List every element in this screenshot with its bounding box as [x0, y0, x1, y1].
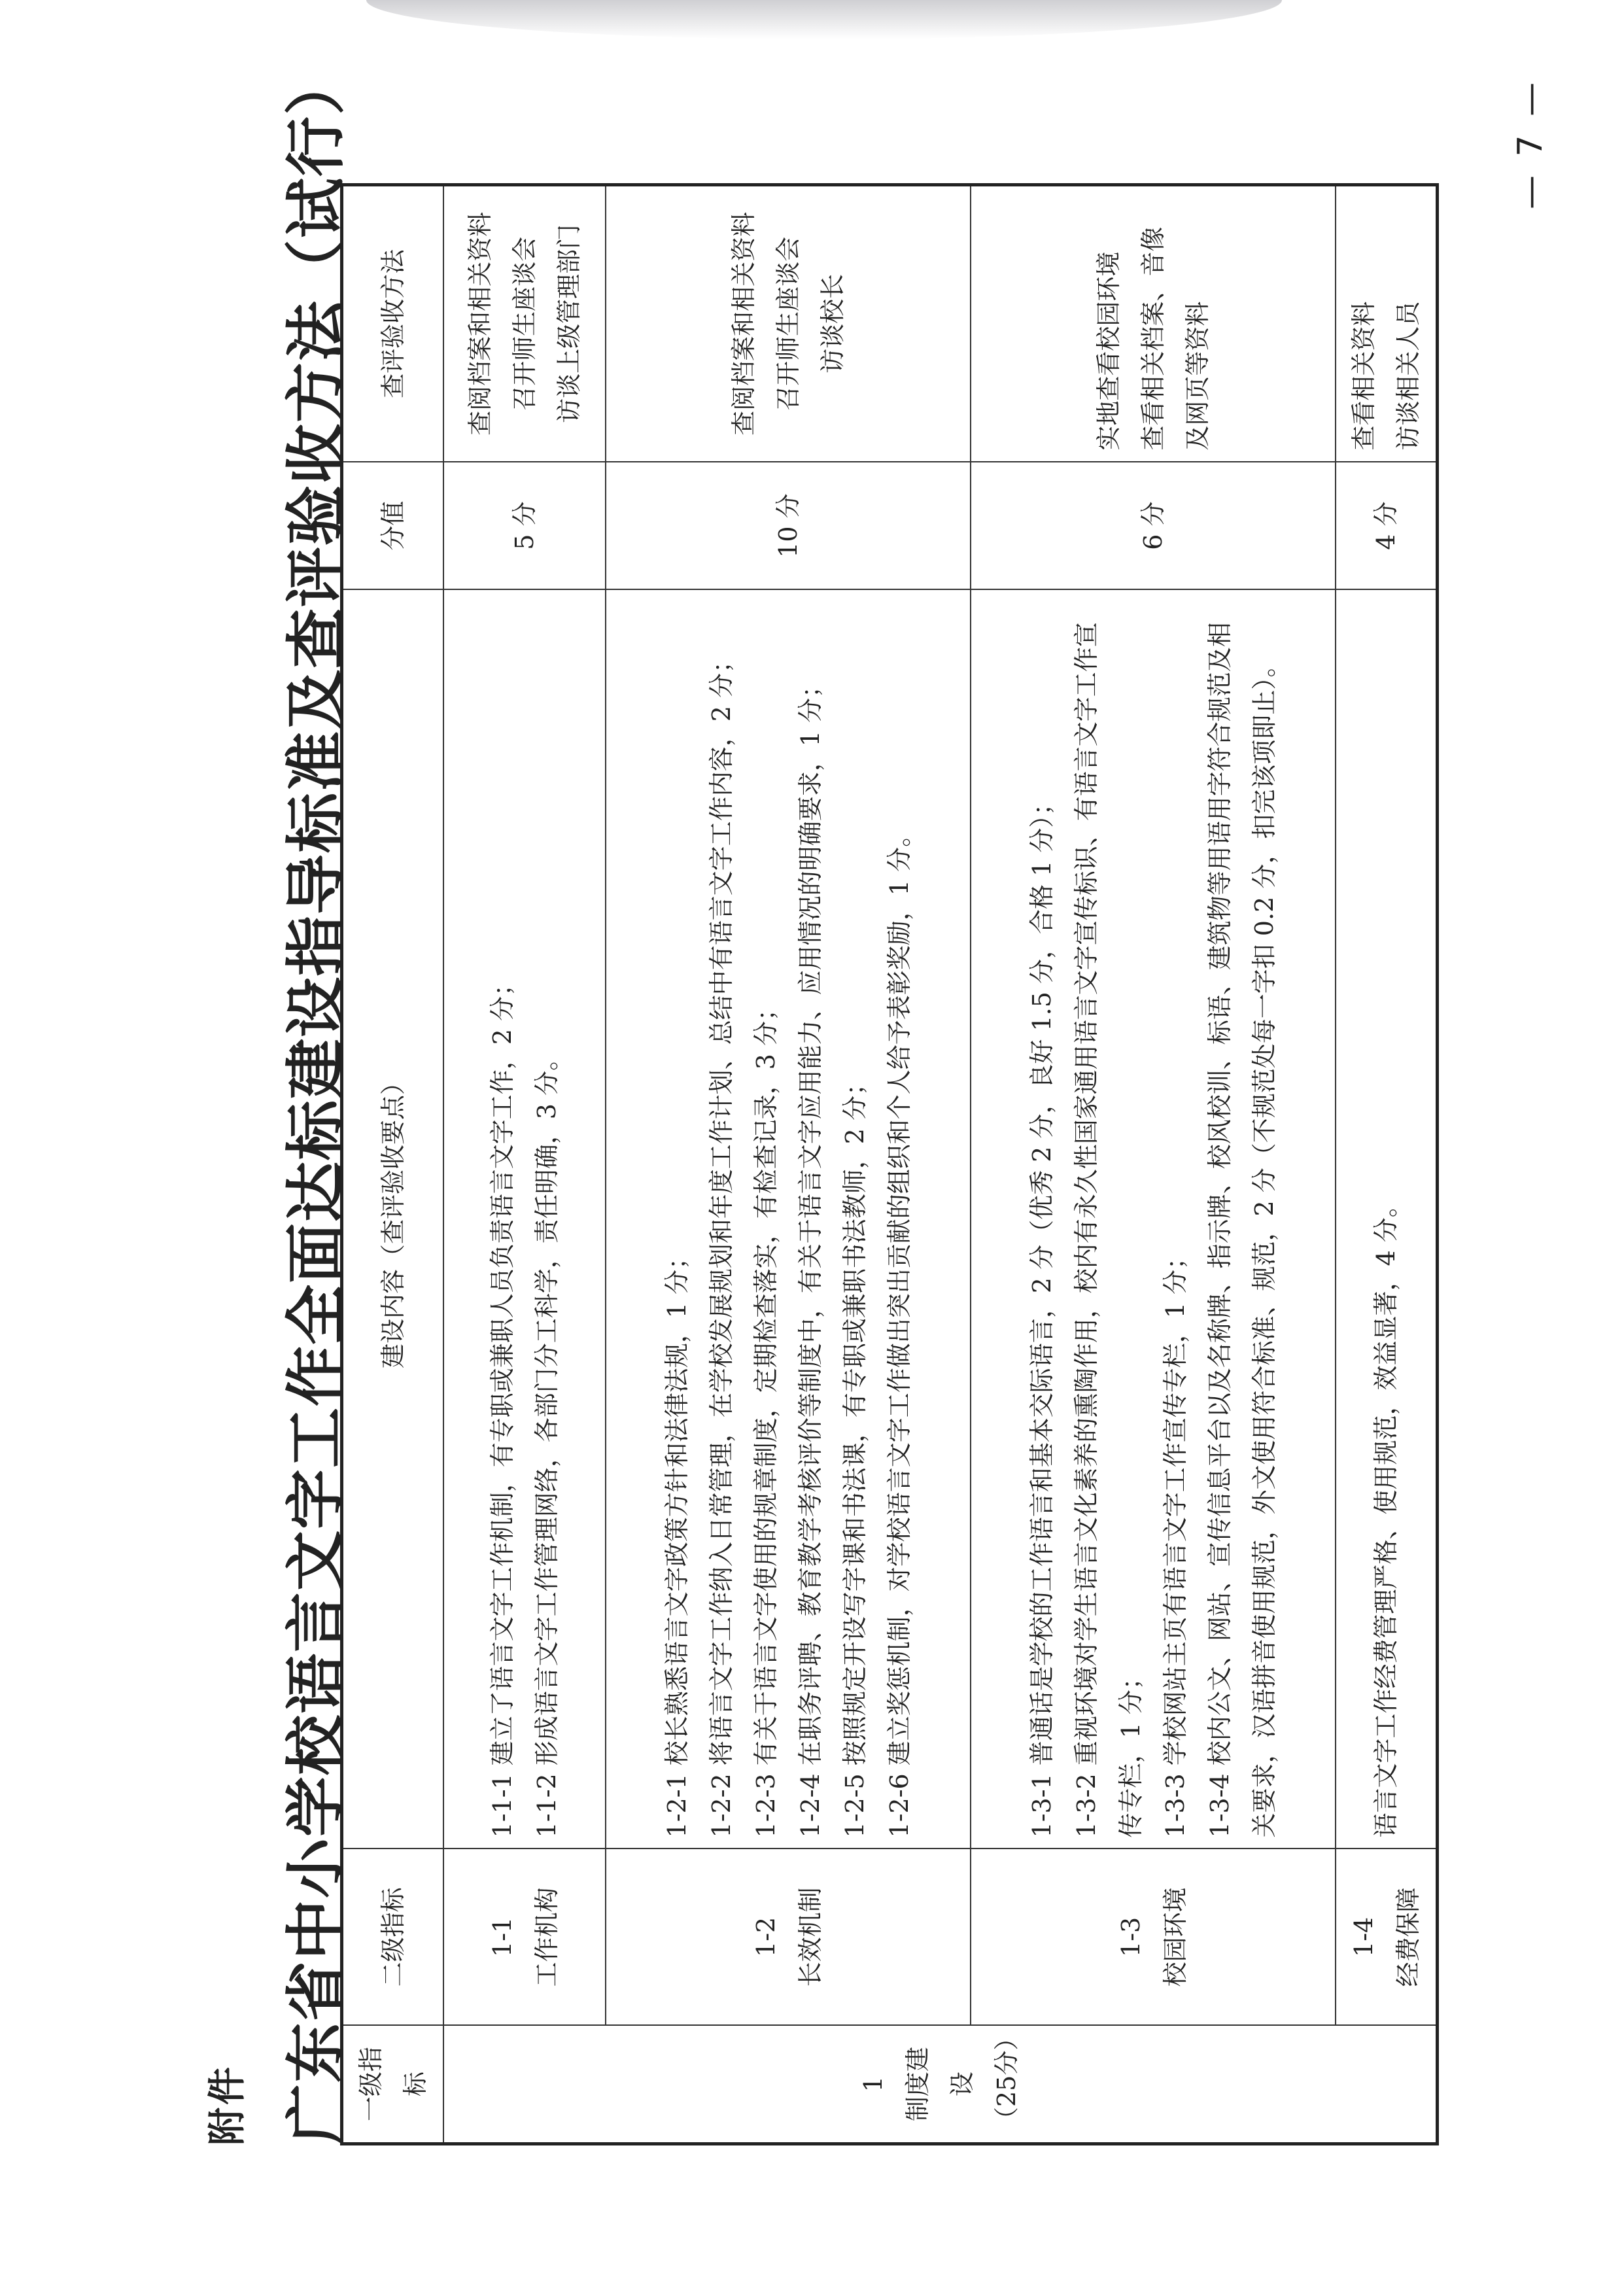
level2-cell	[971, 1849, 1336, 2025]
level1-cell	[443, 2025, 1438, 2144]
level2-cell	[1336, 1849, 1438, 2025]
content-item: 1-3-2 重视环境对学生语言文化素养的熏陶作用，校内有永久性国家通用语言文字宣传标识、有语言文字工作宣传专栏，1 分；	[1072, 622, 1145, 1838]
method-cell	[971, 185, 1336, 462]
method-line: 召开师生座谈会	[774, 236, 803, 411]
content-item: 1-1-2 形成语言文字工作管理网络，各部门分工科学，责任明确，3 分。	[532, 1045, 561, 1838]
level2-code: 1-3	[1116, 1917, 1145, 1957]
header-score: 分值	[342, 462, 444, 590]
content-item: 1-2-4 在职务评聘、教育教学考核评价等制度中，有关于语言文字应用能力、应用情况的明确要求，1 分；	[796, 672, 825, 1838]
method-line: 查阅档案和相关资料	[729, 211, 758, 436]
content-item: 1-3-3 学校网站主页有语言文字工作宣传专栏，1 分；	[1161, 1244, 1190, 1838]
document-title: 广东省中小学校语言文字工作全面达标建设指导标准及查评验收方法（试行）	[281, 54, 351, 2145]
method-line: 及网页等资料	[1183, 301, 1212, 451]
method-line: 访谈上级管理部门	[555, 224, 583, 423]
content-cell	[971, 589, 1336, 1849]
table-row	[1336, 185, 1438, 2144]
content-item: 1-2-2 将语言文字工作纳入日常管理，在学校发展规划和年度工作计划、总结中有语言文字工作内容，2 分；	[707, 648, 736, 1838]
content-cell	[443, 589, 606, 1849]
table-header-row	[342, 185, 444, 2144]
header-content: 建设内容（查评验收要点）	[342, 589, 444, 1849]
method-line: 查看相关档案、音像	[1139, 226, 1167, 451]
header-level2: 二级指标	[342, 1849, 444, 2025]
score-cell: 4 分	[1336, 462, 1438, 590]
header-method: 查评验收方法	[342, 185, 444, 462]
method-cell	[1336, 185, 1438, 462]
level2-code: 1-4	[1349, 1917, 1378, 1957]
level2-name: 工作机构	[532, 1887, 561, 1987]
method-line: 访谈校长	[818, 273, 847, 373]
content-item: 1-2-3 有关于语言文字使用的规章制度，定期检查落实，有检查记录，3 分；	[752, 996, 780, 1838]
level1-id: 1	[859, 2076, 888, 2092]
method-line: 查阅档案和相关资料	[466, 211, 494, 436]
score-cell: 10 分	[606, 462, 971, 590]
content-item: 1-3-4 校内公文、网站、宣传信息平台以及名称牌、指示牌、校风校训、标语、建筑物等用语用字符合规范及相关要求，汉语拼音使用规范，外文使用符合标准、规范，2 分（不规范处每一字扣 0.2 分，扣完该项即止）。	[1205, 622, 1279, 1838]
level2-code: 1-2	[752, 1917, 780, 1957]
content-item: 语言文字工作经费管理严格、使用规范，效益显著，4 分。	[1372, 1192, 1400, 1838]
content-item: 1-2-1 校长熟悉语言文字政策方针和法律法规，1 分；	[663, 1244, 691, 1838]
content-item: 1-1-1 建立了语言文字工作机制，有专职或兼职人员负责语言文字工作，2 分；	[488, 971, 517, 1838]
content-item: 1-2-6 建立奖惩机制，对学校语言文字工作做出突出贡献的组织和个人给予表彰奖励，1 分。	[885, 822, 914, 1838]
score-cell: 5 分	[443, 462, 606, 590]
level1-name: 制度建设	[903, 2047, 976, 2122]
method-line: 访谈相关人员	[1394, 301, 1423, 451]
score-cell: 6 分	[971, 462, 1336, 590]
level2-name: 经费保障	[1394, 1887, 1423, 1987]
header-level1: 一级指标	[342, 2025, 444, 2144]
level1-points: （25分）	[992, 2025, 1021, 2132]
table-row	[971, 185, 1336, 2144]
content-cell	[1336, 589, 1438, 1849]
table-row	[443, 185, 606, 2144]
attachment-label: 附件	[205, 2064, 249, 2145]
level2-name: 校园环境	[1161, 1887, 1190, 1987]
content-item: 1-3-1 普通话是学校的工作语言和基本交际语言，2 分（优秀 2 分，良好 1.5 分，合格 1 分）；	[1028, 790, 1056, 1838]
standards-table	[340, 183, 1439, 2145]
level2-code: 1-1	[488, 1917, 517, 1957]
table-row	[606, 185, 971, 2144]
level2-cell	[443, 1849, 606, 2025]
level2-name: 长效机制	[796, 1887, 825, 1987]
page-number: — 7 —	[1511, 78, 1550, 209]
method-cell	[443, 185, 606, 462]
content-cell	[606, 589, 971, 1849]
method-line: 召开师生座谈会	[510, 236, 539, 411]
content-item: 1-2-5 按照规定开设写字课和书法课，有专职或兼职书法教师，2 分；	[840, 1070, 869, 1838]
level2-cell	[606, 1849, 971, 2025]
method-cell	[606, 185, 971, 462]
method-line: 实地查看校园环境	[1094, 251, 1123, 451]
method-line: 查看相关资料	[1349, 301, 1378, 451]
